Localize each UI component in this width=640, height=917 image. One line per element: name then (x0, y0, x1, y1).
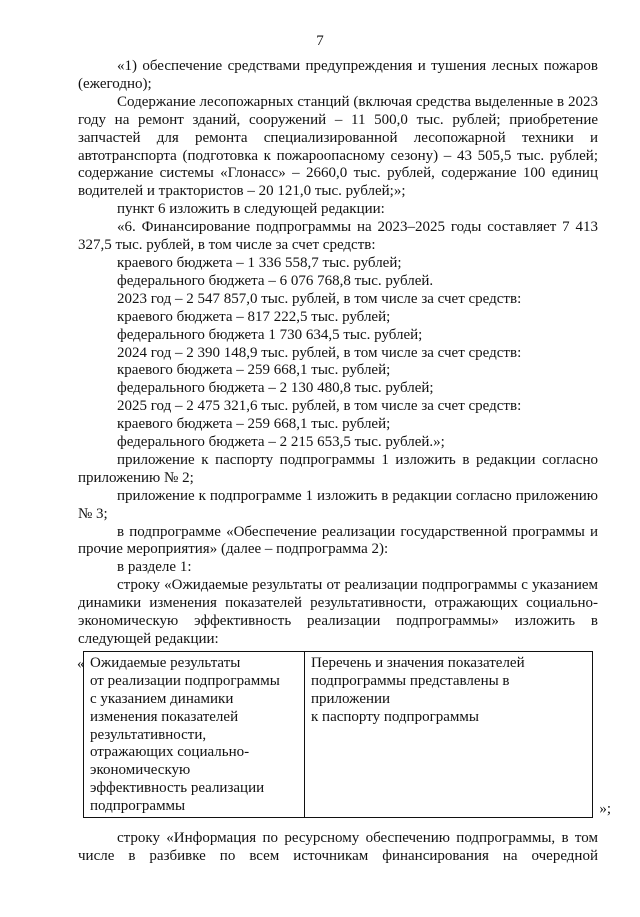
paragraph: федерального бюджета 1 730 634,5 тыс. рублей; (117, 326, 423, 343)
paragraph: краевого бюджета – 817 222,5 тыс. рублей; (117, 308, 391, 325)
paragraph-list-after (78, 830, 598, 866)
cell-line: результативности, (90, 726, 207, 743)
table-open-quote: « (77, 655, 85, 672)
paragraph: «1) обеспечение средствами предупреждения и тушения лесных пожаров (ежегодно); (78, 58, 598, 92)
paragraph: строку «Информация по ресурсному обеспечению подпрограммы, в том числе в разбивке по всем источникам финансирования на очередной (78, 830, 598, 864)
paragraph: краевого бюджета – 1 336 558,7 тыс. рублей; (117, 254, 402, 271)
indicator-table-block (77, 651, 611, 818)
paragraph: строку «Ожидаемые результаты от реализации подпрограммы с указанием динамики изменения показателей результативности, отражающих социально-экономическую эффективность реализации подпрограммы» изложить в следующей редакции: (78, 577, 598, 647)
cell-line: от реализации подпрограммы (90, 672, 280, 689)
paragraph: «6. Финансирование подпрограммы на 2023–2025 годы составляет 7 413 327,5 тыс. рублей, в том числе за счет средств: (78, 219, 598, 254)
paragraph: федерального бюджета – 6 076 768,8 тыс. рублей. (117, 272, 434, 289)
paragraph: Содержание лесопожарных станций (включая средства выделенные в 2023 году на ремонт зданий, сооружений – 11 500,0 тыс. рублей; приобретение запчастей для ремонта специализированной лесопожарной техники и автотранспорта (подготовка к пожароопасному сезону) – 43 505,5 тыс. рублей; содержание системы «Глонасс» – 2660,0 тыс. рублей, содержание 100 единиц водителей и трактористов – 20 121,0 тыс. рублей;»; (78, 93, 598, 200)
table-cell-label (84, 651, 305, 817)
indicator-table (83, 651, 593, 818)
cell-line: подпрограммы (90, 798, 186, 815)
paragraph: федерального бюджета – 2 215 653,5 тыс. рублей.»; (117, 434, 445, 451)
cell-line: к паспорту подпрограммы (311, 708, 479, 725)
cell-line: экономическую (90, 762, 191, 779)
cell-line: Перечень и значения показателей (311, 654, 525, 671)
paragraph: в разделе 1: (117, 559, 192, 576)
paragraph: 2025 год – 2 475 321,6 тыс. рублей, в том числе за счет средств: (117, 398, 522, 415)
cell-line: подпрограммы представлены в приложении (311, 672, 510, 707)
cell-line: изменения показателей (90, 708, 239, 725)
cell-line: отражающих социально- (90, 744, 250, 761)
table-cell-value (305, 651, 593, 817)
paragraph-list (78, 58, 598, 649)
paragraph: краевого бюджета – 259 668,1 тыс. рублей; (117, 362, 391, 379)
paragraph: федерального бюджета – 2 130 480,8 тыс. рублей; (117, 380, 434, 397)
paragraph: краевого бюджета – 259 668,1 тыс. рублей; (117, 416, 391, 433)
table-row (84, 651, 593, 817)
document-body (77, 58, 611, 866)
paragraph: 2024 год – 2 390 148,9 тыс. рублей, в том числе за счет средств: (117, 344, 522, 361)
paragraph: приложение к подпрограмме 1 изложить в редакции согласно приложению № 3; (78, 487, 598, 522)
paragraph: приложение к паспорту подпрограммы 1 изложить в редакции согласно приложению № 2; (78, 451, 598, 486)
page-number: 7 (316, 33, 324, 49)
paragraph: пункт 6 изложить в следующей редакции: (117, 201, 385, 218)
cell-line: эффективность реализации (90, 780, 265, 797)
paragraph: 2023 год – 2 547 857,0 тыс. рублей, в том числе за счет средств: (117, 290, 522, 307)
cell-line: с указанием динамики (90, 690, 234, 707)
paragraph: в подпрограмме «Обеспечение реализации государственной программы и прочие мероприятия» (далее – подпрограмма 2): (78, 523, 598, 558)
table-close-quote: »; (599, 801, 611, 818)
cell-line: Ожидаемые результаты (90, 654, 241, 671)
